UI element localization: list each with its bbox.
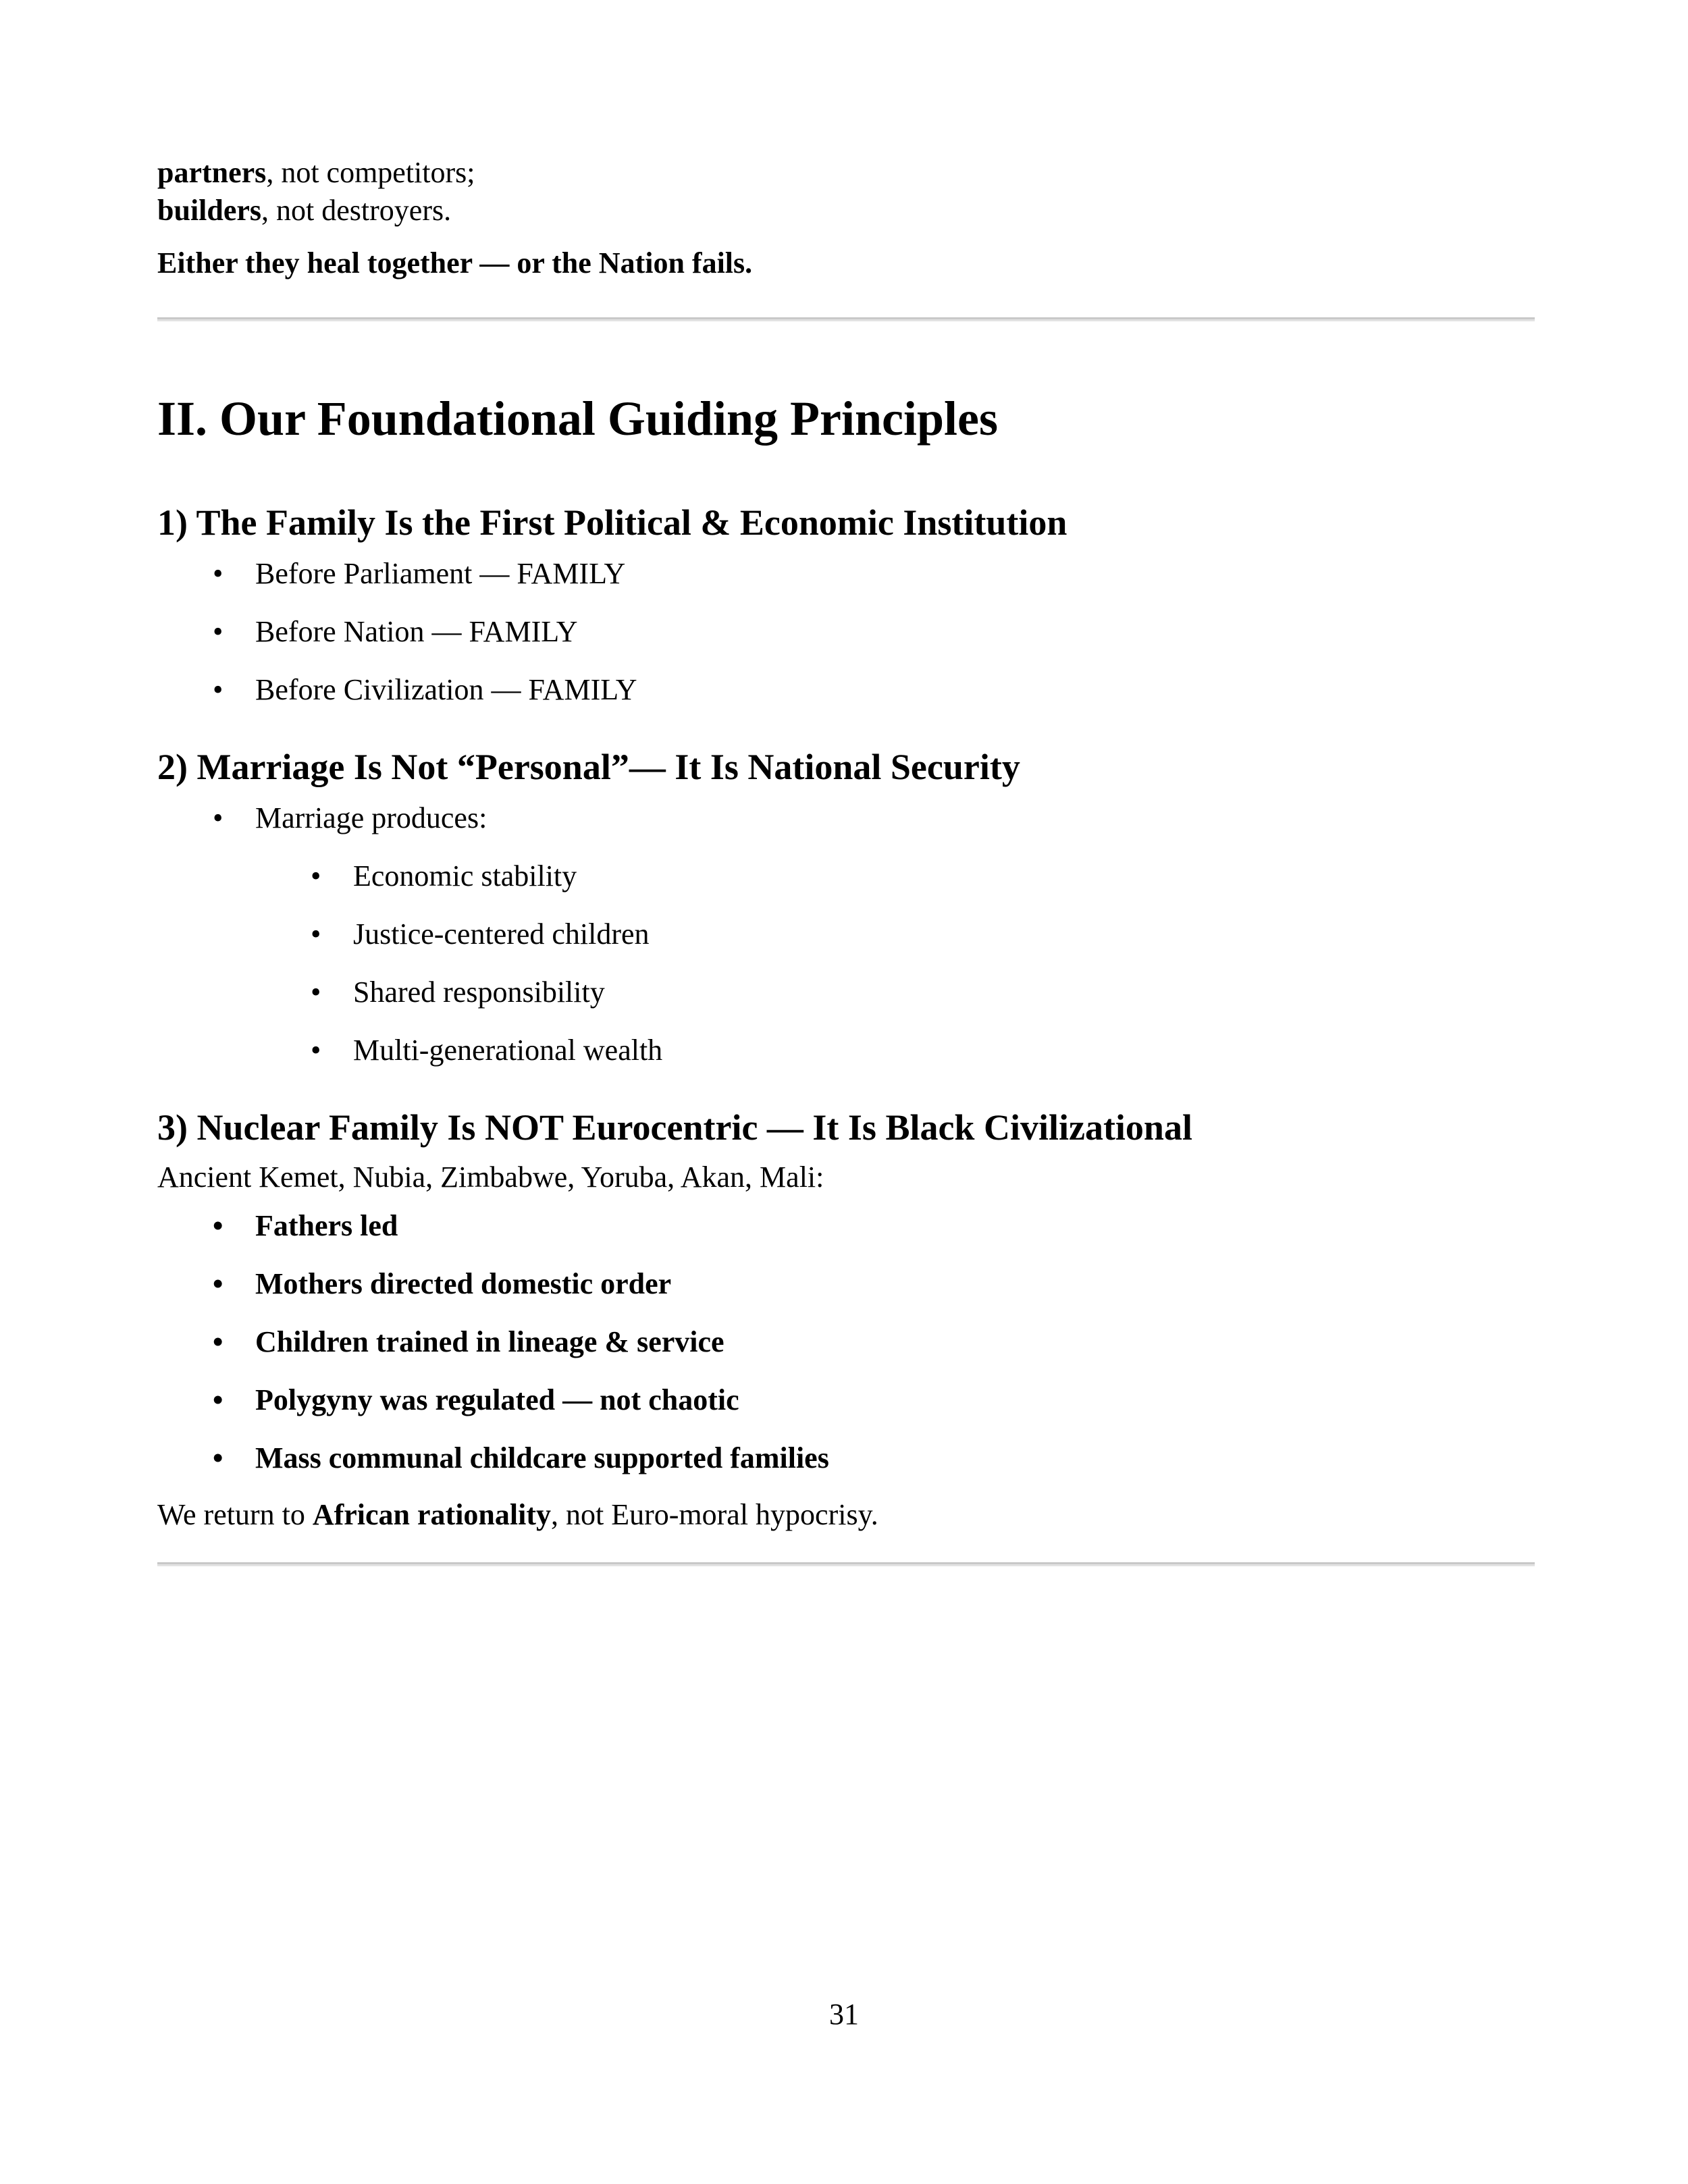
principle-1-list xyxy=(157,555,1535,709)
bullet-icon: • xyxy=(213,801,223,834)
principle-3-title: 3) Nuclear Family Is NOT Eurocentric — It Is Black Civilizational xyxy=(157,1107,1192,1148)
list-item: • Mothers directed domestic order xyxy=(157,1265,1535,1303)
horizontal-divider xyxy=(157,1562,1535,1566)
opening-closing-statement: Either they heal together — or the Nation fails. xyxy=(157,246,753,279)
list-item: • Fathers led xyxy=(157,1207,1535,1245)
bullet-icon: • xyxy=(213,1383,223,1416)
bullet-icon: • xyxy=(311,976,321,1009)
sub-list-item: • Shared responsibility xyxy=(157,974,1535,1011)
bullet-icon: • xyxy=(213,1267,223,1300)
principle-3-conclusion: We return to African rationality, not Euro-moral hypocrisy. xyxy=(157,1498,878,1531)
bullet-icon: • xyxy=(213,557,223,590)
list-item: • Before Nation — FAMILY xyxy=(157,613,1535,651)
bullet-icon: • xyxy=(311,917,321,951)
african-rationality-term: African rationality xyxy=(312,1498,551,1531)
page-number: 31 xyxy=(829,1998,859,2031)
page-content xyxy=(157,154,1535,1566)
bullet-icon: • xyxy=(213,1325,223,1358)
opening-line-partners xyxy=(157,154,1535,192)
bullet-icon: • xyxy=(311,1034,321,1067)
list-item: • Before Parliament — FAMILY xyxy=(157,555,1535,593)
sub-list-item: • Justice-centered children xyxy=(157,915,1535,953)
principle-1-title: 1) The Family Is the First Political & Economic Institution xyxy=(157,502,1067,543)
principle-3-intro: Ancient Kemet, Nubia, Zimbabwe, Yoruba, Akan, Mali: xyxy=(157,1161,824,1194)
builders-rest: , not destroyers. xyxy=(261,194,452,227)
list-item: • Before Civilization — FAMILY xyxy=(157,671,1535,709)
bullet-icon: • xyxy=(213,1209,223,1242)
builders-term: builders xyxy=(157,194,262,227)
opening-line-builders xyxy=(157,192,1535,230)
list-item: • Children trained in lineage & service xyxy=(157,1323,1535,1361)
partners-rest: , not competitors; xyxy=(266,156,475,189)
bullet-icon: • xyxy=(213,615,223,648)
sub-list-item: • Economic stability xyxy=(157,857,1535,895)
horizontal-divider xyxy=(157,317,1535,321)
list-item: • Mass communal childcare supported families xyxy=(157,1439,1535,1477)
bullet-icon: • xyxy=(213,673,223,706)
list-item: • Marriage produces: xyxy=(157,799,1535,837)
principle-2-title: 2) Marriage Is Not “Personal”— It Is National Security xyxy=(157,747,1020,787)
section-title: II. Our Foundational Guiding Principles xyxy=(157,392,998,446)
principle-2-sublist xyxy=(157,857,1535,1069)
list-item: • Polygyny was regulated — not chaotic xyxy=(157,1381,1535,1419)
sub-list-item: • Multi-generational wealth xyxy=(157,1032,1535,1069)
principle-3-list xyxy=(157,1207,1535,1477)
bullet-icon: • xyxy=(213,1441,223,1474)
bullet-icon: • xyxy=(311,859,321,893)
partners-term: partners xyxy=(157,156,267,189)
principle-2-list xyxy=(157,799,1535,837)
